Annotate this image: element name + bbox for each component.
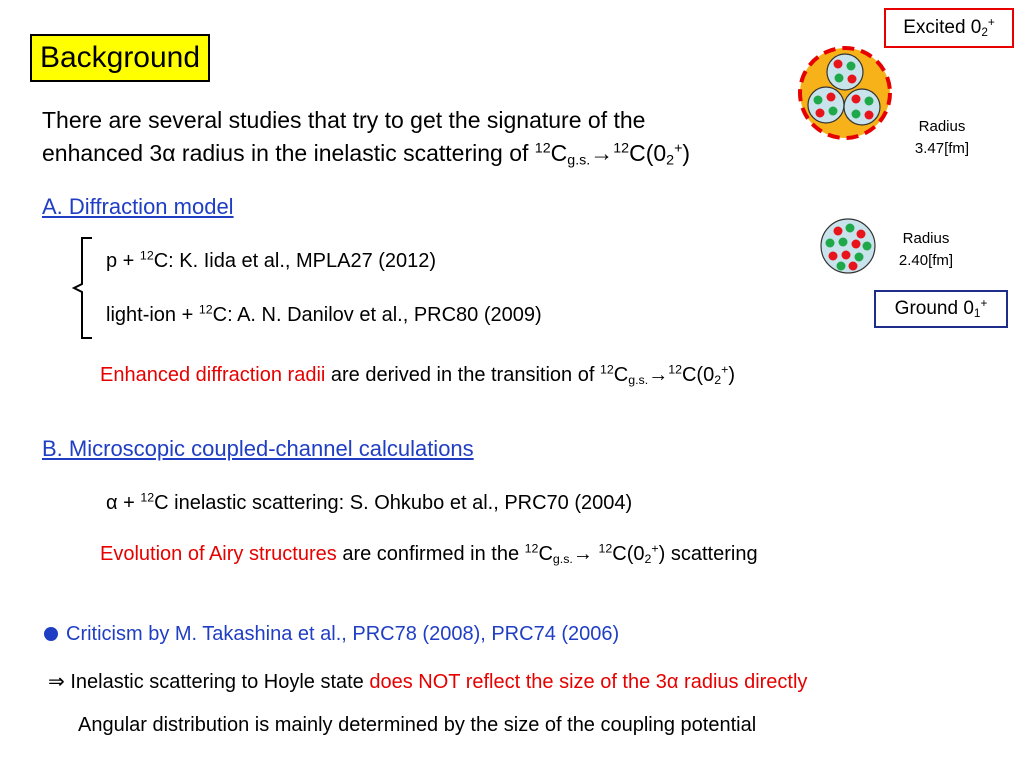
diffraction-note: Enhanced diffraction radii are derived in the transition of $^{12}C_{g.s.}\to^{12}C(0_2^+)$ xyxy=(100,362,736,388)
alpha-cluster-right xyxy=(844,89,880,125)
section-a-heading: A. Diffraction model xyxy=(42,194,234,219)
reference-iida: p + $^{12}$C: K. Iida et al., MPLA27 (2012) xyxy=(106,248,437,272)
implies-arrow-icon: ⇒ xyxy=(48,671,65,693)
section-b-heading: B. Microscopic coupled-channel calculations xyxy=(42,436,474,461)
angular-distribution-line: Angular distribution is mainly determined by the size of the coupling potential xyxy=(78,714,757,736)
slide-title: Background xyxy=(30,34,210,82)
ground-state-label: Ground $0_1^+$ xyxy=(874,290,1008,328)
excited-state-diagram xyxy=(796,44,894,142)
alpha-cluster-left xyxy=(808,87,844,123)
implication-line: ⇒ Inelastic scattering to Hoyle state does NOT reflect the size of the 3α radius directly xyxy=(48,671,808,693)
alpha-cluster-top xyxy=(827,54,863,90)
reference-ohkubo: α + $^{12}$C inelastic scattering: S. Ohkubo et al., PRC70 (2004) xyxy=(106,490,633,514)
intro-text: There are several studies that try to get the signature of the enhanced 3α radius in the inelastic scattering of $^{12}C_{g.s.}\to^{12}C(0_2^+)$ xyxy=(42,107,691,169)
excited-state-label: Excited $0_2^+$ xyxy=(884,8,1014,48)
bullet-icon xyxy=(44,627,58,641)
criticism-line: Criticism by M. Takashina et al., PRC78 (2008), PRC74 (2006) xyxy=(44,623,619,646)
excited-radius-label: Radius 3.47[fm] xyxy=(914,118,970,157)
reference-danilov: light-ion + $^{12}$C: A. N. Danilov et al., PRC80 (2009) xyxy=(106,302,542,326)
airy-note: Evolution of Airy structures are confirmed in the $^{12}C_{g.s.}\to ^{12}C(0_2^+)$ scattering xyxy=(100,541,758,567)
ground-radius-label: Radius 2.40[fm] xyxy=(898,230,954,269)
curly-brace-icon xyxy=(70,236,96,340)
